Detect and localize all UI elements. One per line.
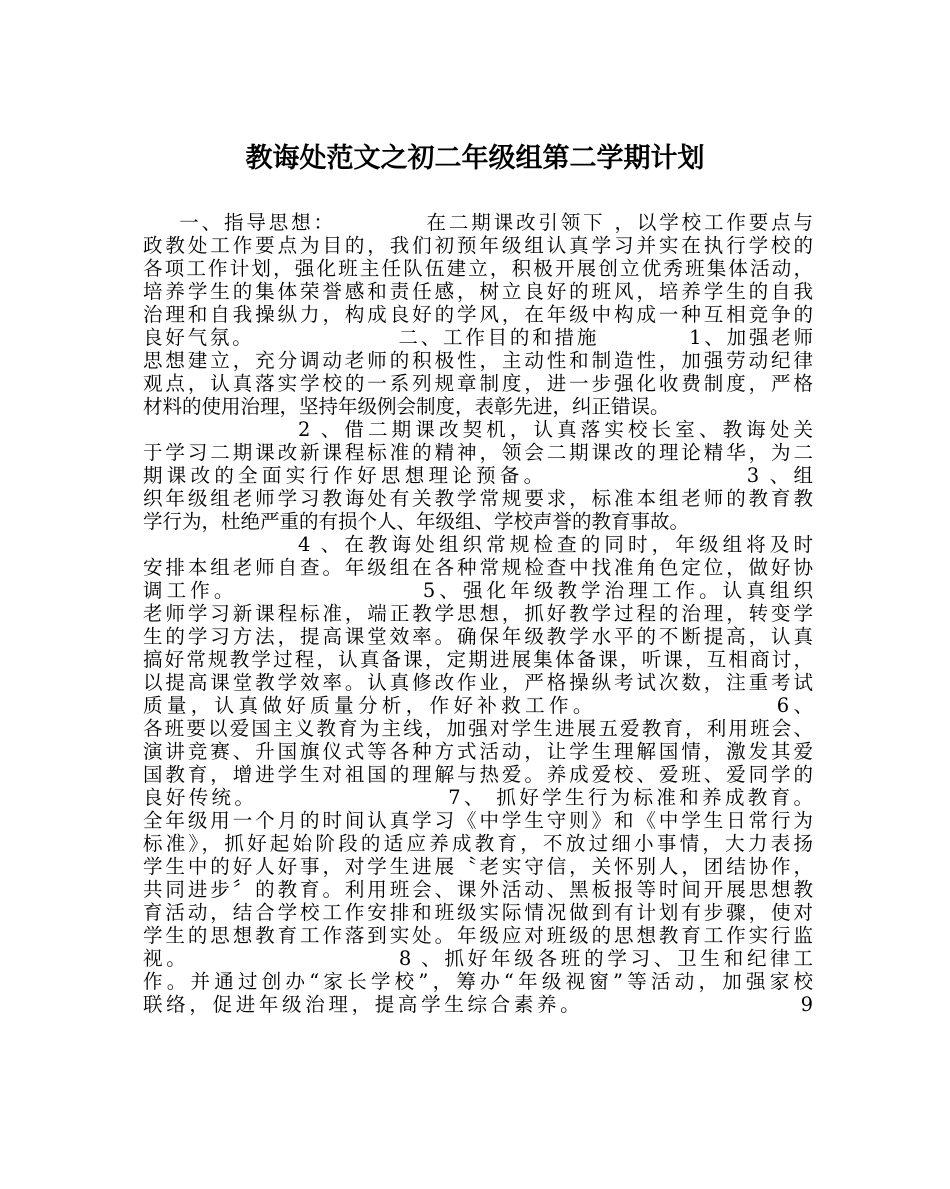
body-text-line: 良好传统。 7、 抓好学生行为标准和养成教育。 <box>143 786 813 809</box>
body-text-line: 一、指导思想： 在二期课改引领下 ，以学校工作要点与 <box>143 211 813 234</box>
body-text-line: 治理和自我操纵力，构成良好的学风，在年级中构成一种互相竞争的 <box>143 303 813 326</box>
body-text-line: 2 、借二期课改契机，认真落实校长室、教诲处关 <box>143 418 813 441</box>
body-text-line: 演讲竞赛、升国旗仪式等各种方式活动，让学生理解国情，激发其爱 <box>143 740 813 763</box>
body-text-line: 学生的思想教育工作落到实处。年级应对班级的思想教育工作实行监 <box>143 924 813 947</box>
body-text-line: 标准》，抓好起始阶段的适应养成教育，不放过细小事情，大力表扬 <box>143 832 813 855</box>
body-text-line: 作。并通过创办“家长学校”，筹办“年级视窗”等活动，加强家校 <box>143 970 813 993</box>
body-text-line: 老师学习新课程标准，端正教学思想，抓好教学过程的治理，转变学 <box>143 602 813 625</box>
body-text-line: 思想建立，充分调动老师的积极性，主动性和制造性，加强劳动纪律 <box>143 349 813 372</box>
body-text-line: 观点，认真落实学校的一系列规章制度，进一步强化收费制度，严格 <box>143 372 813 395</box>
body-text-line: 国教育，增进学生对祖国的理解与热爱。养成爱校、爱班、爱同学的 <box>143 763 813 786</box>
body-text-line: 共同进步〞的教育。利用班会、课外活动、黑板报等时间开展思想教 <box>143 878 813 901</box>
body-text-line: 安排本组老师自查。年级组在各种常规检查中找准角色定位，做好协 <box>143 556 813 579</box>
body-text-line: 联络，促进年级治理，提高学生综合素养。 9 <box>143 993 813 1016</box>
body-text-line: 政教处工作要点为目的，我们初预年级组认真学习并实在执行学校的 <box>143 234 813 257</box>
body-text-line: 调工作。 5、强化年级教学治理工作。认真组织 <box>143 579 813 602</box>
body-text-line: 期课改的全面实行作好思想理论预备。 3 、组 <box>143 464 813 487</box>
body-text-line: 4 、在教诲处组织常规检查的同时，年级组将及时 <box>143 533 813 556</box>
document-body <box>143 211 813 1016</box>
body-text-line: 培养学生的集体荣誉感和责任感，树立良好的班风，培养学生的自我 <box>143 280 813 303</box>
body-text-line: 搞好常规教学过程，认真备课，定期进展集体备课，听课，互相商讨， <box>143 648 813 671</box>
body-text-line: 学生中的好人好事，对学生进展〝老实守信，关怀别人，团结协作， <box>143 855 813 878</box>
body-text-line: 材料的使用治理，坚持年级例会制度，表彰先进，纠正错误。 <box>143 395 670 418</box>
body-text-line: 以提高课堂教学效率。认真修改作业，严格操纵考试次数，注重考试 <box>143 671 813 694</box>
body-text-line: 良好气氛。 二、工作目的和措施 1、加强老师 <box>143 326 813 349</box>
body-text-line: 织年级组老师学习教诲处有关教学常规要求，标准本组老师的教育教 <box>143 487 813 510</box>
body-text-line: 生的学习方法，提高课堂效率。确保年级教学水平的不断提高，认真 <box>143 625 813 648</box>
body-text-line: 于学习二期课改新课程标准的精神，领会二期课改的理论精华，为二 <box>143 441 813 464</box>
body-text-line: 各项工作计划，强化班主任队伍建立，积极开展创立优秀班集体活动， <box>143 257 813 280</box>
body-text-line: 视。 8 、抓好年级各班的学习、卫生和纪律工 <box>143 947 813 970</box>
body-text-line: 全年级用一个月的时间认真学习《中学生守则》和《中学生日常行为 <box>143 809 813 832</box>
body-text-line: 质量，认真做好质量分析，作好补救工作。 6、 <box>143 694 813 717</box>
body-text-line: 育活动，结合学校工作安排和班级实际情况做到有计划有步骤，使对 <box>143 901 813 924</box>
body-text-line: 学行为，杜绝严重的有损个人、年级组、学校声誉的教育事故。 <box>143 510 690 533</box>
body-text-line: 各班要以爱国主义教育为主线，加强对学生进展五爱教育，利用班会、 <box>143 717 813 740</box>
document-title: 教诲处范文之初二年级组第二学期计划 <box>245 143 705 174</box>
